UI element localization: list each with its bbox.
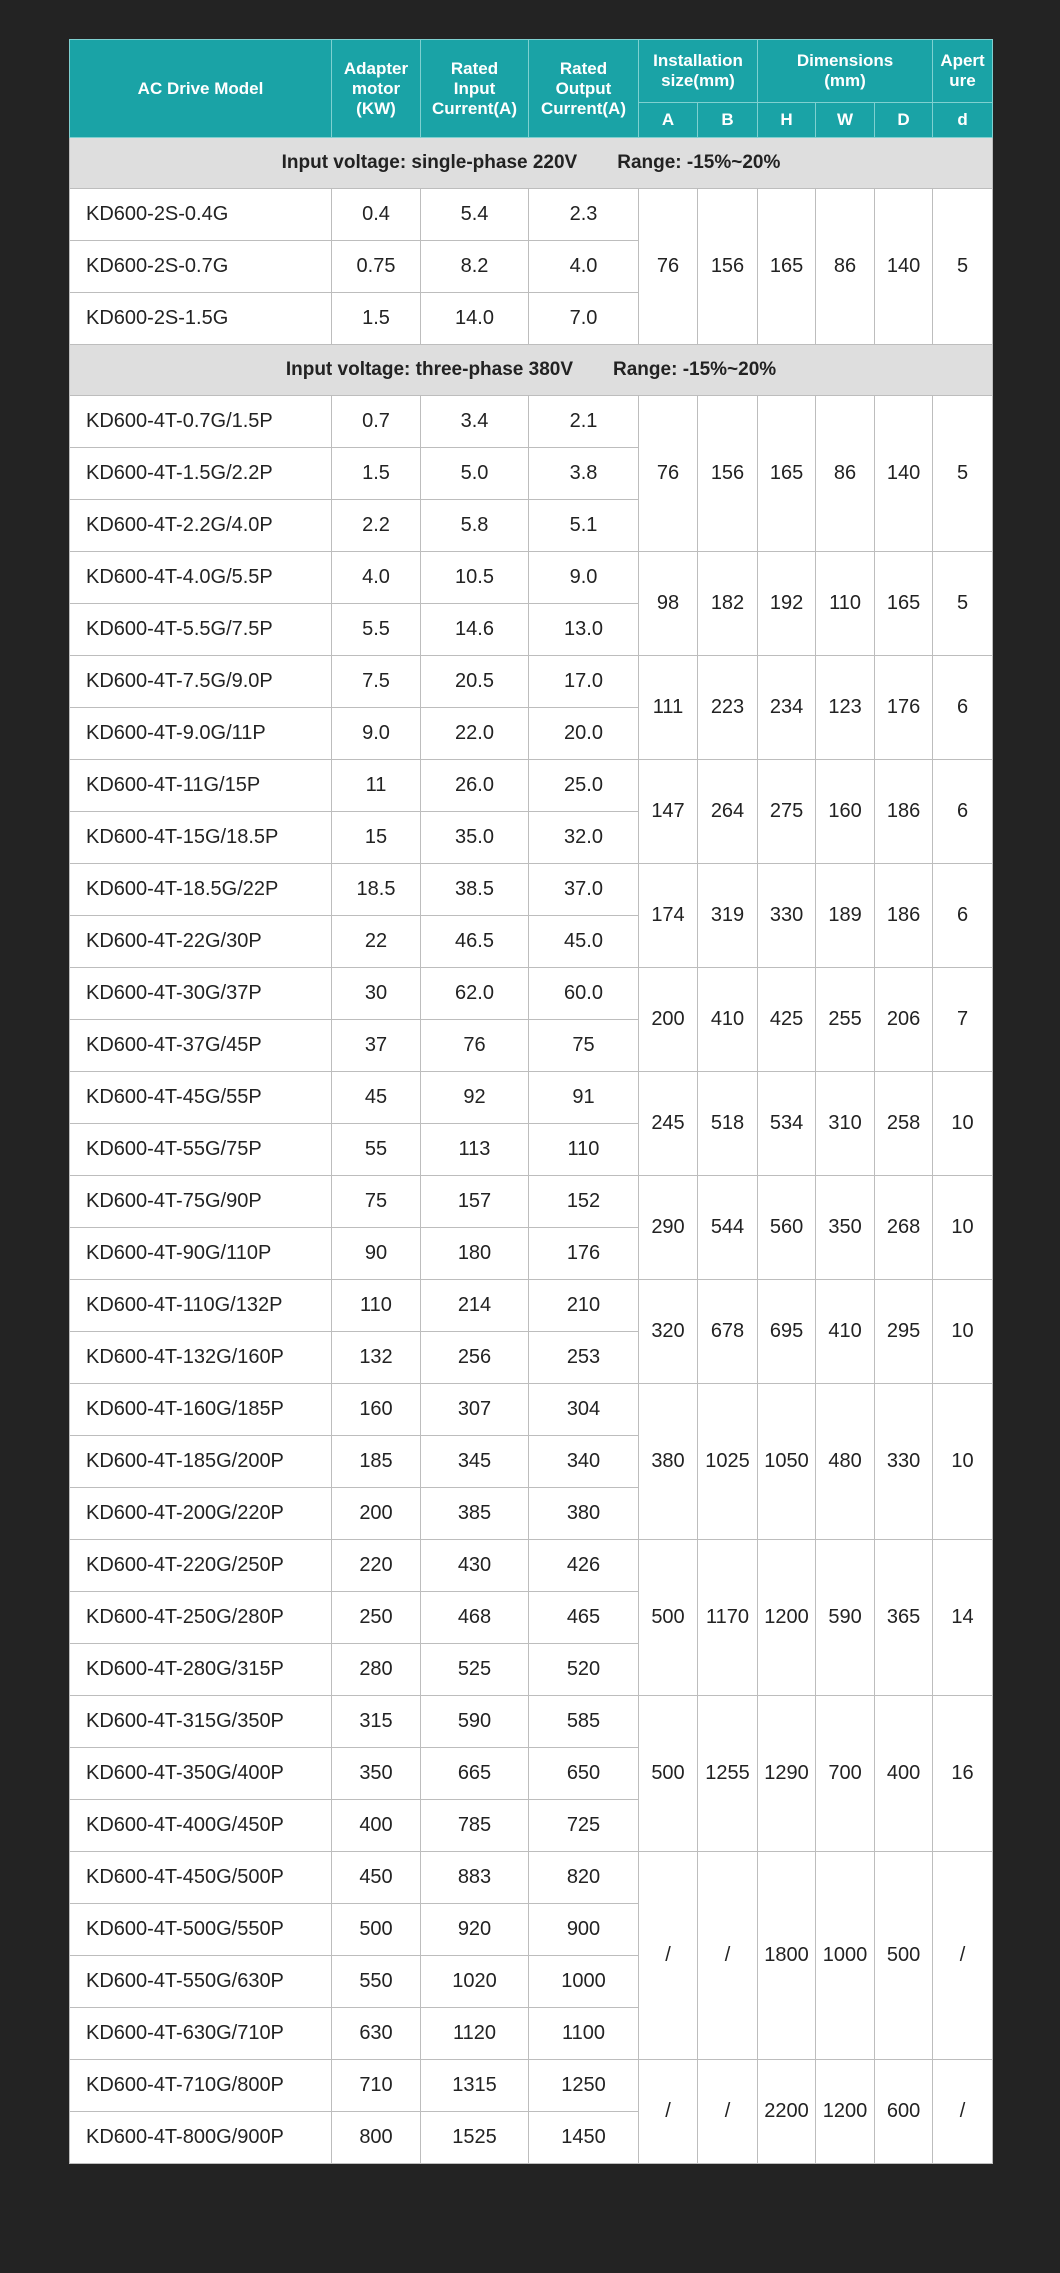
cell-adapter-kw: 185 [332,1436,421,1488]
cell-aperture-d: 6 [933,864,993,968]
subheader-b: B [698,103,758,138]
cell-adapter-kw: 45 [332,1072,421,1124]
cell-rated-input: 35.0 [421,812,529,864]
cell-adapter-kw: 75 [332,1176,421,1228]
cell-rated-output: 32.0 [529,812,639,864]
cell-dim-w: 86 [816,396,875,552]
cell-install-b: 1170 [698,1540,758,1696]
cell-rated-output: 110 [529,1124,639,1176]
cell-rated-input: 14.6 [421,604,529,656]
cell-rated-output: 91 [529,1072,639,1124]
cell-adapter-kw: 2.2 [332,500,421,552]
cell-install-a: 290 [639,1176,698,1280]
cell-dim-h: 1800 [758,1852,816,2060]
cell-dim-d: 186 [875,864,933,968]
cell-rated-output: 25.0 [529,760,639,812]
cell-rated-input: 38.5 [421,864,529,916]
cell-dim-h: 165 [758,189,816,345]
cell-adapter-kw: 90 [332,1228,421,1280]
cell-rated-output: 13.0 [529,604,639,656]
cell-model: KD600-4T-250G/280P [70,1592,332,1644]
cell-rated-input: 22.0 [421,708,529,760]
header-dimensions: Dimensions (mm) [758,40,933,103]
cell-aperture-d: 7 [933,968,993,1072]
cell-dim-h: 234 [758,656,816,760]
cell-aperture-d: 14 [933,1540,993,1696]
cell-rated-output: 5.1 [529,500,639,552]
cell-rated-output: 585 [529,1696,639,1748]
cell-dim-d: 176 [875,656,933,760]
cell-dim-d: 500 [875,1852,933,2060]
cell-model: KD600-4T-350G/400P [70,1748,332,1800]
cell-install-b: / [698,1852,758,2060]
cell-dim-w: 1000 [816,1852,875,2060]
header-rated-output: Rated Output Current(A) [529,40,639,138]
subheader-h: H [758,103,816,138]
table-row [70,396,993,448]
cell-model: KD600-4T-30G/37P [70,968,332,1020]
table-row [70,1384,993,1436]
cell-rated-output: 820 [529,1852,639,1904]
cell-aperture-d: / [933,1852,993,2060]
cell-install-a: 500 [639,1540,698,1696]
cell-dim-d: 365 [875,1540,933,1696]
cell-model: KD600-2S-0.7G [70,241,332,293]
table-row [70,1852,993,1904]
cell-dim-d: 140 [875,396,933,552]
cell-model: KD600-4T-22G/30P [70,916,332,968]
cell-rated-output: 900 [529,1904,639,1956]
cell-adapter-kw: 200 [332,1488,421,1540]
cell-model: KD600-4T-800G/900P [70,2112,332,2164]
cell-dim-h: 275 [758,760,816,864]
cell-rated-output: 210 [529,1280,639,1332]
cell-rated-input: 14.0 [421,293,529,345]
cell-adapter-kw: 0.75 [332,241,421,293]
cell-rated-input: 920 [421,1904,529,1956]
cell-rated-input: 180 [421,1228,529,1280]
cell-install-a: 500 [639,1696,698,1852]
cell-rated-input: 157 [421,1176,529,1228]
subheader-w: W [816,103,875,138]
cell-rated-input: 468 [421,1592,529,1644]
cell-model: KD600-4T-2.2G/4.0P [70,500,332,552]
cell-model: KD600-4T-200G/220P [70,1488,332,1540]
table-row [70,552,993,604]
cell-model: KD600-4T-5.5G/7.5P [70,604,332,656]
cell-dim-h: 534 [758,1072,816,1176]
cell-model: KD600-4T-630G/710P [70,2008,332,2060]
table-row [70,1696,993,1748]
cell-adapter-kw: 132 [332,1332,421,1384]
cell-rated-output: 75 [529,1020,639,1072]
cell-rated-output: 2.3 [529,189,639,241]
cell-rated-input: 76 [421,1020,529,1072]
cell-rated-input: 430 [421,1540,529,1592]
cell-dim-w: 350 [816,1176,875,1280]
cell-model: KD600-4T-7.5G/9.0P [70,656,332,708]
cell-model: KD600-4T-315G/350P [70,1696,332,1748]
cell-adapter-kw: 630 [332,2008,421,2060]
subheader-aperture-d: d [933,103,993,138]
cell-rated-input: 20.5 [421,656,529,708]
cell-rated-output: 2.1 [529,396,639,448]
cell-rated-output: 176 [529,1228,639,1280]
cell-dim-d: 258 [875,1072,933,1176]
cell-rated-output: 4.0 [529,241,639,293]
cell-model: KD600-4T-45G/55P [70,1072,332,1124]
cell-aperture-d: 5 [933,552,993,656]
cell-dim-h: 695 [758,1280,816,1384]
cell-adapter-kw: 450 [332,1852,421,1904]
cell-install-a: 76 [639,396,698,552]
cell-install-a: 380 [639,1384,698,1540]
cell-adapter-kw: 22 [332,916,421,968]
cell-install-a: / [639,1852,698,2060]
cell-model: KD600-4T-55G/75P [70,1124,332,1176]
cell-model: KD600-4T-110G/132P [70,1280,332,1332]
cell-rated-input: 1315 [421,2060,529,2112]
cell-adapter-kw: 110 [332,1280,421,1332]
cell-adapter-kw: 37 [332,1020,421,1072]
cell-dim-w: 410 [816,1280,875,1384]
cell-rated-input: 345 [421,1436,529,1488]
cell-model: KD600-4T-220G/250P [70,1540,332,1592]
cell-install-b: 319 [698,864,758,968]
section-range: Range: -15%~20% [613,359,777,380]
cell-model: KD600-4T-132G/160P [70,1332,332,1384]
cell-rated-input: 113 [421,1124,529,1176]
cell-rated-input: 1525 [421,2112,529,2164]
cell-adapter-kw: 11 [332,760,421,812]
cell-adapter-kw: 1.5 [332,448,421,500]
cell-adapter-kw: 1.5 [332,293,421,345]
cell-model: KD600-4T-500G/550P [70,1904,332,1956]
table-row [70,760,993,812]
cell-rated-output: 152 [529,1176,639,1228]
cell-dim-h: 2200 [758,2060,816,2164]
cell-dim-h: 1290 [758,1696,816,1852]
cell-rated-input: 8.2 [421,241,529,293]
section-row [70,138,993,189]
section-range: Range: -15%~20% [617,152,781,173]
cell-aperture-d: 5 [933,189,993,345]
cell-rated-input: 1020 [421,1956,529,2008]
cell-rated-input: 307 [421,1384,529,1436]
cell-dim-d: 186 [875,760,933,864]
cell-dim-d: 295 [875,1280,933,1384]
cell-adapter-kw: 18.5 [332,864,421,916]
cell-dim-h: 330 [758,864,816,968]
subheader-a: A [639,103,698,138]
cell-rated-input: 1120 [421,2008,529,2060]
cell-adapter-kw: 710 [332,2060,421,2112]
cell-rated-input: 5.4 [421,189,529,241]
ac-drive-spec-table [69,39,993,2164]
cell-model: KD600-4T-1.5G/2.2P [70,448,332,500]
section-title: Input voltage: three-phase 380V [285,359,574,380]
cell-model: KD600-4T-450G/500P [70,1852,332,1904]
cell-model: KD600-4T-90G/110P [70,1228,332,1280]
cell-install-a: 76 [639,189,698,345]
table-row [70,1176,993,1228]
header-model: AC Drive Model [70,40,332,138]
cell-dim-d: 140 [875,189,933,345]
cell-aperture-d: 10 [933,1280,993,1384]
cell-model: KD600-4T-550G/630P [70,1956,332,2008]
cell-model: KD600-2S-1.5G [70,293,332,345]
header-adapter-motor: Adapter motor (KW) [332,40,421,138]
cell-adapter-kw: 280 [332,1644,421,1696]
cell-model: KD600-4T-160G/185P [70,1384,332,1436]
table-row [70,2060,993,2112]
cell-install-a: 320 [639,1280,698,1384]
cell-model: KD600-4T-185G/200P [70,1436,332,1488]
cell-adapter-kw: 315 [332,1696,421,1748]
cell-dim-w: 310 [816,1072,875,1176]
section-header [70,138,993,189]
cell-rated-input: 525 [421,1644,529,1696]
cell-dim-h: 192 [758,552,816,656]
cell-model: KD600-4T-0.7G/1.5P [70,396,332,448]
cell-install-b: 518 [698,1072,758,1176]
cell-install-b: 223 [698,656,758,760]
cell-rated-input: 3.4 [421,396,529,448]
cell-rated-output: 426 [529,1540,639,1592]
cell-dim-w: 189 [816,864,875,968]
cell-rated-output: 17.0 [529,656,639,708]
cell-model: KD600-4T-37G/45P [70,1020,332,1072]
cell-aperture-d: 10 [933,1384,993,1540]
section-title: Input voltage: single-phase 220V [281,152,578,173]
cell-install-b: 410 [698,968,758,1072]
cell-rated-output: 304 [529,1384,639,1436]
cell-rated-input: 46.5 [421,916,529,968]
cell-dim-d: 600 [875,2060,933,2164]
cell-rated-output: 253 [529,1332,639,1384]
cell-rated-output: 7.0 [529,293,639,345]
cell-adapter-kw: 0.7 [332,396,421,448]
header-installation-size: Installation size(mm) [639,40,758,103]
cell-rated-input: 214 [421,1280,529,1332]
cell-adapter-kw: 220 [332,1540,421,1592]
cell-rated-input: 785 [421,1800,529,1852]
cell-rated-output: 37.0 [529,864,639,916]
cell-adapter-kw: 30 [332,968,421,1020]
cell-rated-input: 5.8 [421,500,529,552]
cell-rated-output: 465 [529,1592,639,1644]
cell-rated-output: 3.8 [529,448,639,500]
section-header [70,345,993,396]
cell-model: KD600-4T-710G/800P [70,2060,332,2112]
cell-model: KD600-4T-75G/90P [70,1176,332,1228]
cell-adapter-kw: 160 [332,1384,421,1436]
table-row [70,1540,993,1592]
cell-dim-d: 268 [875,1176,933,1280]
cell-dim-w: 255 [816,968,875,1072]
cell-rated-output: 45.0 [529,916,639,968]
cell-dim-h: 560 [758,1176,816,1280]
cell-install-b: 264 [698,760,758,864]
cell-dim-w: 110 [816,552,875,656]
cell-rated-output: 9.0 [529,552,639,604]
cell-model: KD600-4T-4.0G/5.5P [70,552,332,604]
cell-dim-d: 165 [875,552,933,656]
cell-install-b: / [698,2060,758,2164]
cell-install-b: 678 [698,1280,758,1384]
cell-install-a: 147 [639,760,698,864]
cell-adapter-kw: 400 [332,1800,421,1852]
cell-adapter-kw: 250 [332,1592,421,1644]
cell-rated-output: 520 [529,1644,639,1696]
cell-dim-d: 330 [875,1384,933,1540]
table-row [70,1072,993,1124]
cell-aperture-d: 16 [933,1696,993,1852]
cell-adapter-kw: 550 [332,1956,421,2008]
cell-install-b: 156 [698,396,758,552]
cell-rated-input: 590 [421,1696,529,1748]
cell-aperture-d: 5 [933,396,993,552]
cell-rated-output: 1100 [529,2008,639,2060]
cell-rated-output: 650 [529,1748,639,1800]
cell-rated-input: 92 [421,1072,529,1124]
cell-adapter-kw: 350 [332,1748,421,1800]
cell-dim-w: 160 [816,760,875,864]
cell-rated-output: 1450 [529,2112,639,2164]
cell-rated-input: 883 [421,1852,529,1904]
header-aperture: Apert ure [933,40,993,103]
cell-dim-h: 1050 [758,1384,816,1540]
cell-adapter-kw: 800 [332,2112,421,2164]
cell-install-a: 111 [639,656,698,760]
cell-adapter-kw: 500 [332,1904,421,1956]
cell-rated-input: 26.0 [421,760,529,812]
cell-aperture-d: / [933,2060,993,2164]
cell-dim-w: 590 [816,1540,875,1696]
cell-rated-output: 1000 [529,1956,639,2008]
cell-aperture-d: 6 [933,656,993,760]
cell-model: KD600-4T-280G/315P [70,1644,332,1696]
cell-rated-input: 385 [421,1488,529,1540]
cell-model: KD600-4T-11G/15P [70,760,332,812]
cell-adapter-kw: 4.0 [332,552,421,604]
cell-adapter-kw: 9.0 [332,708,421,760]
cell-install-a: 245 [639,1072,698,1176]
cell-dim-h: 1200 [758,1540,816,1696]
cell-model: KD600-4T-15G/18.5P [70,812,332,864]
table-row [70,1280,993,1332]
cell-dim-w: 1200 [816,2060,875,2164]
cell-rated-output: 1250 [529,2060,639,2112]
cell-install-b: 1025 [698,1384,758,1540]
cell-install-a: 174 [639,864,698,968]
cell-rated-output: 380 [529,1488,639,1540]
subheader-d: D [875,103,933,138]
section-row [70,345,993,396]
table-row [70,189,993,241]
table-row [70,864,993,916]
cell-rated-output: 60.0 [529,968,639,1020]
cell-adapter-kw: 7.5 [332,656,421,708]
cell-dim-w: 480 [816,1384,875,1540]
cell-adapter-kw: 55 [332,1124,421,1176]
cell-model: KD600-4T-400G/450P [70,1800,332,1852]
cell-install-b: 156 [698,189,758,345]
cell-rated-input: 256 [421,1332,529,1384]
cell-aperture-d: 10 [933,1072,993,1176]
table-row [70,656,993,708]
cell-install-a: / [639,2060,698,2164]
cell-rated-output: 340 [529,1436,639,1488]
cell-rated-input: 10.5 [421,552,529,604]
table-row [70,968,993,1020]
cell-adapter-kw: 0.4 [332,189,421,241]
cell-dim-h: 165 [758,396,816,552]
cell-rated-input: 665 [421,1748,529,1800]
cell-model: KD600-4T-9.0G/11P [70,708,332,760]
cell-dim-h: 425 [758,968,816,1072]
cell-rated-output: 725 [529,1800,639,1852]
cell-dim-w: 86 [816,189,875,345]
cell-dim-d: 206 [875,968,933,1072]
cell-rated-input: 5.0 [421,448,529,500]
cell-model: KD600-2S-0.4G [70,189,332,241]
cell-aperture-d: 6 [933,760,993,864]
cell-dim-d: 400 [875,1696,933,1852]
cell-model: KD600-4T-18.5G/22P [70,864,332,916]
cell-adapter-kw: 15 [332,812,421,864]
cell-dim-w: 700 [816,1696,875,1852]
cell-aperture-d: 10 [933,1176,993,1280]
cell-rated-input: 62.0 [421,968,529,1020]
cell-rated-output: 20.0 [529,708,639,760]
cell-install-b: 544 [698,1176,758,1280]
cell-dim-w: 123 [816,656,875,760]
cell-install-a: 200 [639,968,698,1072]
header-rated-input: Rated Input Current(A) [421,40,529,138]
cell-install-b: 1255 [698,1696,758,1852]
cell-install-b: 182 [698,552,758,656]
cell-install-a: 98 [639,552,698,656]
cell-adapter-kw: 5.5 [332,604,421,656]
header-row [70,40,993,103]
